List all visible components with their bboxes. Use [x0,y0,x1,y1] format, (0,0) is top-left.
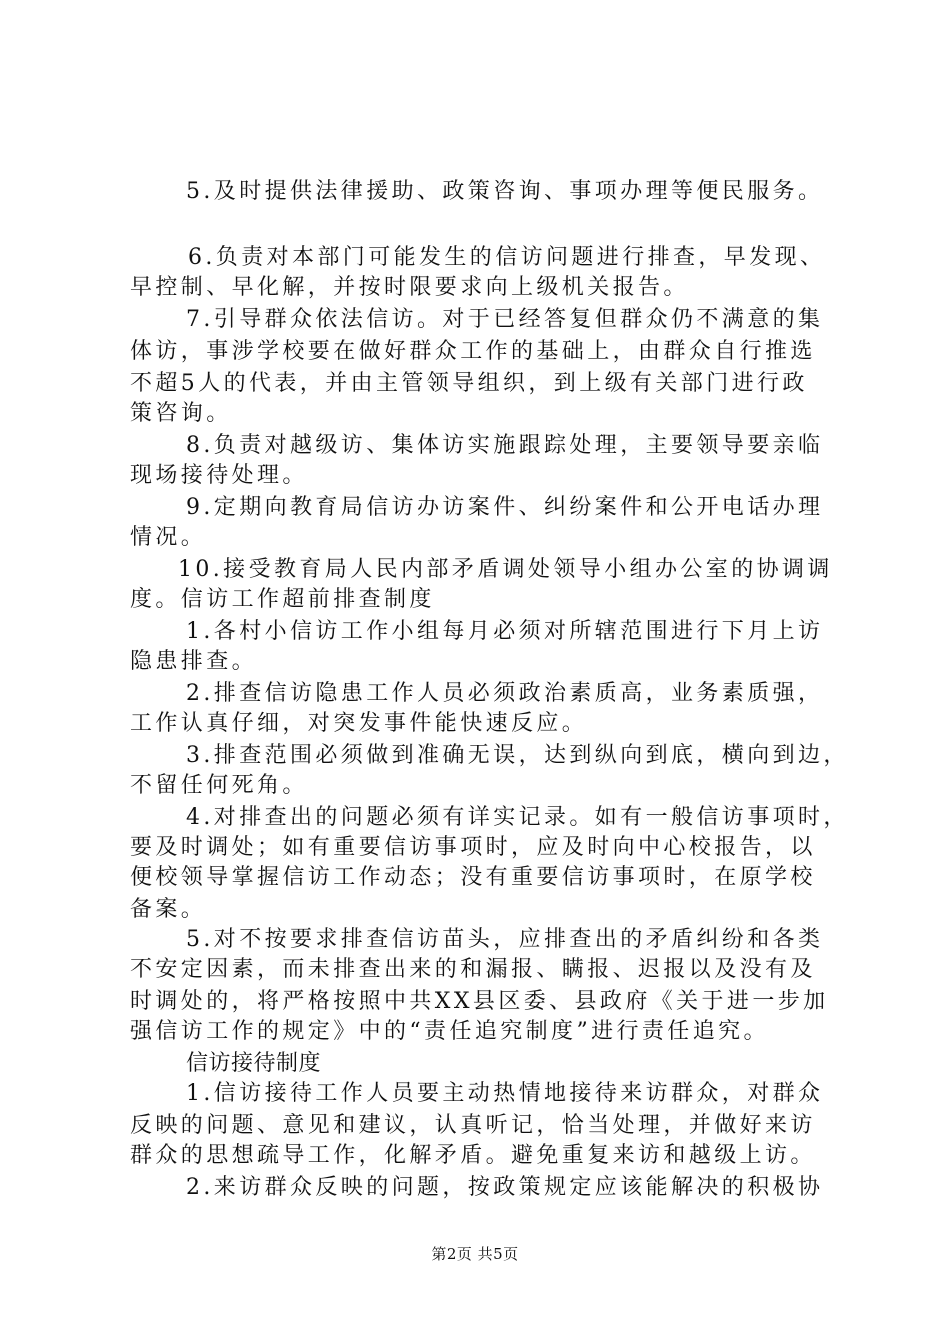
paragraph-line: 体访，事涉学校要在做好群众工作的基础上，由群众自行推选 [130,339,816,364]
paragraph-line: 要及时调处；如有重要信访事项时，应及时向中心校报告，以 [130,835,816,860]
paragraph-line: 10.接受教育局人民内部矛盾调处领导小组办公室的协调调 [178,557,833,582]
paragraph-line: 5.对不按要求排查信访苗头，应排查出的矛盾纠纷和各类 [186,927,824,952]
paragraph-line: 6.负责对本部门可能发生的信访问题进行排查，早发现、 [188,245,826,270]
paragraph-line: 时调处的，将严格按照中共XX县区委、县政府《关于进一步加 [130,989,829,1014]
paragraph-line: 2.排查信访隐患工作人员必须政治素质高，业务素质强， [186,681,824,706]
paragraph-line: 情况。 [130,525,207,550]
paragraph-line: 不留任何死角。 [130,773,308,798]
paragraph-line: 2.来访群众反映的问题，按政策规定应该能解决的积极协 [186,1175,824,1200]
paragraph-line: 便校领导掌握信访工作动态；没有重要信访事项时，在原学校 [130,865,816,890]
paragraph-line: 1.各村小信访工作小组每月必须对所辖范围进行下月上访 [186,619,824,644]
paragraph-line: 不超5人的代表，并由主管领导组织，到上级有关部门进行政 [130,371,808,396]
paragraph-line: 备案。 [130,897,207,922]
paragraph-line: 4.对排查出的问题必须有详实记录。如有一般信访事项时， [186,805,849,830]
paragraph-line: 9.定期向教育局信访办访案件、纠纷案件和公开电话办理 [186,495,824,520]
paragraph-line: 强信访工作的规定》中的“责任追究制度”进行责任追究。 [130,1019,769,1044]
paragraph-line: 7.引导群众依法信访。对于已经答复但群众仍不满意的集 [186,307,824,332]
paragraph-line: 早控制、早化解，并按时限要求向上级机关报告。 [130,275,689,300]
page-number-footer: 第2页 共5页 [431,1245,519,1263]
paragraph-line: 8.负责对越级访、集体访实施跟踪处理，主要领导要亲临 [186,433,824,458]
paragraph-line: 3.排查范围必须做到准确无误，达到纵向到底，横向到边， [186,743,849,768]
paragraph-line: 1.信访接待工作人员要主动热情地接待来访群众，对群众 [186,1081,824,1106]
paragraph-line: 群众的思想疏导工作，化解矛盾。避免重复来访和越级上访。 [130,1143,816,1168]
paragraph-line: 工作认真仔细，对突发事件能快速反应。 [130,711,588,736]
paragraph-line: 不安定因素，而未排查出来的和漏报、瞒报、迟报以及没有及 [130,957,816,982]
paragraph-line: 5.及时提供法律援助、政策咨询、事项办理等便民服务。 [186,179,824,204]
paragraph-line: 隐患排查。 [130,649,258,674]
section-heading: 信访接待制度 [186,1051,322,1076]
paragraph-line: 度。信访工作超前排查制度 [130,587,435,612]
paragraph-line: 反映的问题、意见和建议，认真听记，恰当处理，并做好来访 [130,1113,816,1138]
paragraph-line: 现场接待处理。 [130,463,308,488]
paragraph-line: 策咨询。 [130,401,232,426]
